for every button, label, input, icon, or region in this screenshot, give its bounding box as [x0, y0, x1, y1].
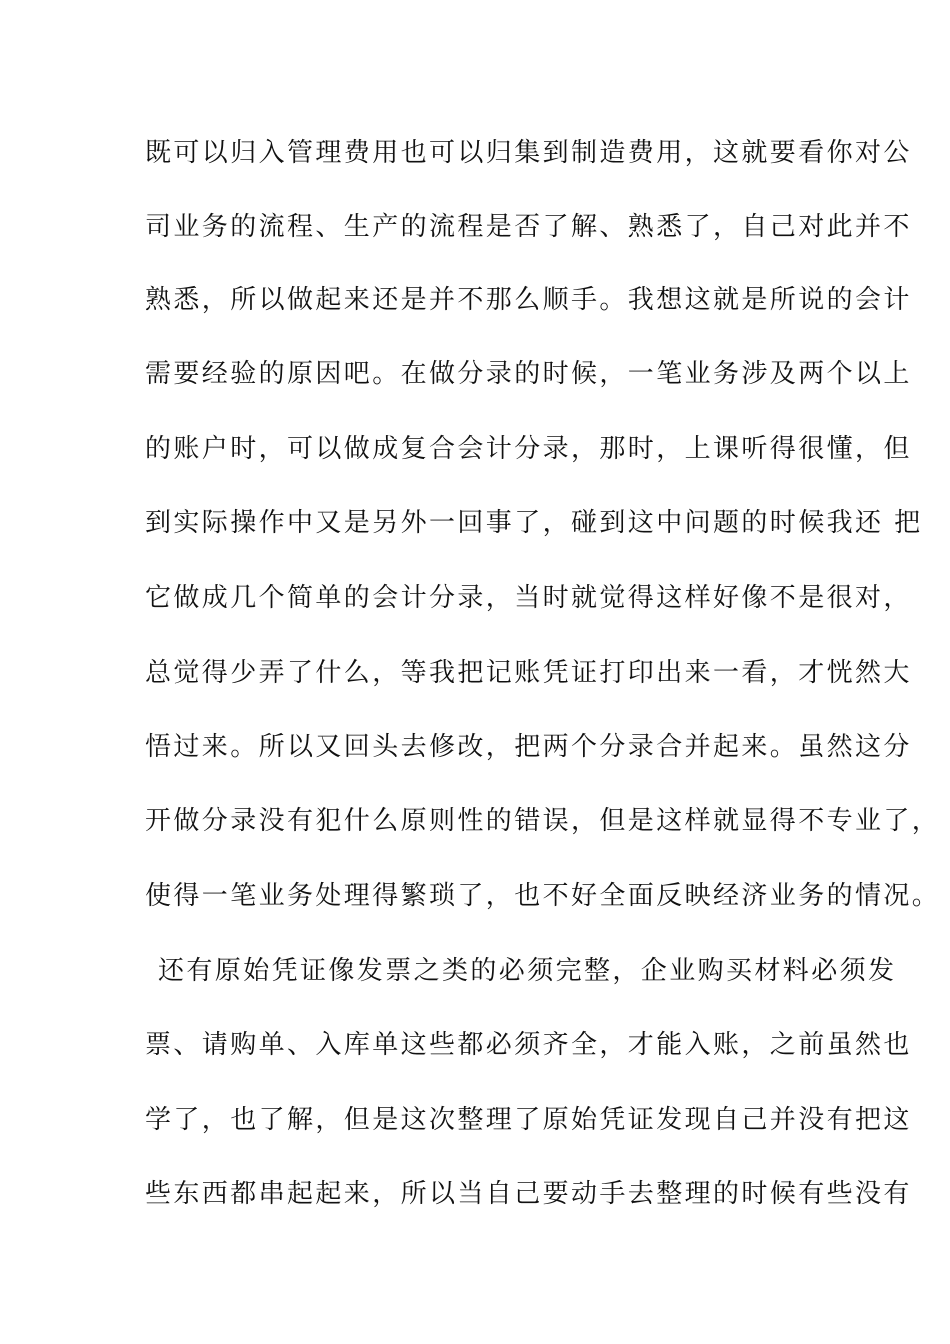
text-line-5: 的账户时，可以做成复合会计分录，那时，上课听得很懂，但 — [145, 434, 912, 464]
text-line-14: 学了，也了解，但是这次整理了原始凭证发现自己并没有把这 — [145, 1105, 912, 1135]
text-line-1: 既可以归入管理费用也可以归集到制造费用，这就要看你对公 — [145, 138, 912, 168]
text-line-9: 悟过来。所以又回头去修改，把两个分录合并起来。虽然这分 — [145, 732, 912, 762]
text-line-10: 开做分录没有犯什么原则性的错误，但是这样就显得不专业了， — [145, 806, 941, 836]
text-line-7: 它做成几个简单的会计分录，当时就觉得这样好像不是很对， — [145, 583, 912, 613]
text-line-11: 使得一笔业务处理得繁琐了，也不好全面反映经济业务的情况。 — [145, 881, 941, 911]
text-line-4: 需要经验的原因吧。在做分录的时候，一笔业务涉及两个以上 — [145, 359, 912, 389]
text-line-2: 司业务的流程、生产的流程是否了解、熟悉了，自己对此并不 — [145, 212, 912, 242]
text-line-15: 些东西都串起起来，所以当自己要动手去整理的时候有些没有 — [145, 1179, 912, 1209]
text-line-6: 到实际操作中又是另外一回事了，碰到这中问题的时候我还 把 — [145, 508, 923, 538]
text-line-13: 票、请购单、入库单这些都必须齐全，才能入账，之前虽然也 — [145, 1030, 912, 1060]
text-line-12: 还有原始凭证像发票之类的必须完整，企业购买材料必须发 — [158, 956, 897, 986]
text-line-8: 总觉得少弄了什么，等我把记账凭证打印出来一看，才恍然大 — [145, 658, 912, 688]
text-line-3: 熟悉，所以做起来还是并不那么顺手。我想这就是所说的会计 — [145, 285, 912, 315]
